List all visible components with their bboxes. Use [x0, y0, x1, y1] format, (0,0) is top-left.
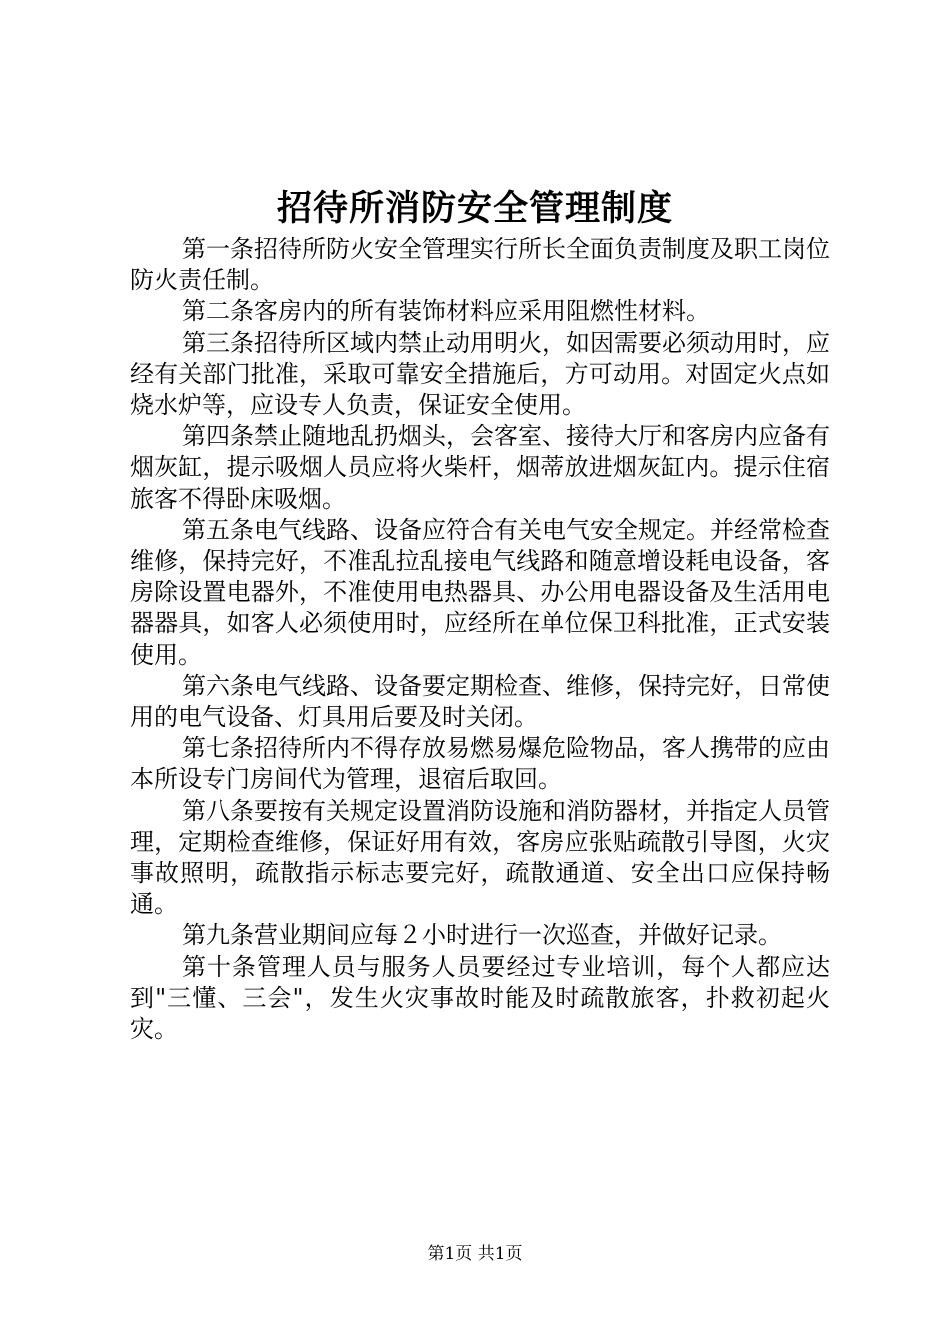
paragraph-article-9: 第九条营业期间应每２小时进行一次巡查，并做好记录。 [182, 921, 782, 950]
paragraph-article-5: 第五条电气线路、设备应符合有关电气安全规定。并经常检查维修，保持完好，不准乱拉乱接电气线路和随意增设耗电设备，客房除设置电器外，不准使用电热器具、办公用电器设备及生活用电器器具，如客人必须使用时，应经所在单位保卫科批准，正式安装使用。 [130, 515, 830, 669]
paragraph-article-8: 第八条要按有关规定设置消防设施和消防器材，并指定人员管理，定期检查维修，保证好用有效，客房应张贴疏散引导图，火灾事故照明，疏散指示标志要完好，疏散通道、安全出口应保持畅通。 [130, 796, 830, 919]
document-body [130, 234, 830, 1045]
paragraph-article-1: 第一条招待所防火安全管理实行所长全面负责制度及职工岗位防火责任制。 [130, 235, 830, 295]
paragraph-article-6: 第六条电气线路、设备要定期检查、维修，保持完好，日常使用的电气设备、灯具用后要及时关闭。 [130, 671, 830, 732]
paragraph-article-3: 第三条招待所区域内禁止动用明火，如因需要必须动用时，应经有关部门批准，采取可靠安全措施后，方可动用。对固定火点如烧水炉等，应设专人负责，保证安全使用。 [130, 328, 830, 420]
paragraph-article-7: 第七条招待所内不得存放易燃易爆危险物品，客人携带的应由本所设专门房间代为管理，退宿后取回。 [130, 734, 830, 794]
paragraph-article-10: 第十条管理人员与服务人员要经过专业培训，每个人都应达到"三懂、三会"，发生火灾事故时能及时疏散旅客，扑救初起火灾。 [130, 952, 830, 1044]
document-title: 招待所消防安全管理制度 [276, 188, 673, 229]
paragraph-article-2: 第二条客房内的所有装饰材料应采用阻燃性材料。 [182, 297, 710, 326]
page-footer: 第1页 共1页 [427, 1244, 523, 1264]
paragraph-article-4: 第四条禁止随地乱扔烟头，会客室、接待大厅和客房内应备有烟灰缸，提示吸烟人员应将火柴杆，烟蒂放进烟灰缸内。提示住宿旅客不得卧床吸烟。 [130, 422, 830, 513]
